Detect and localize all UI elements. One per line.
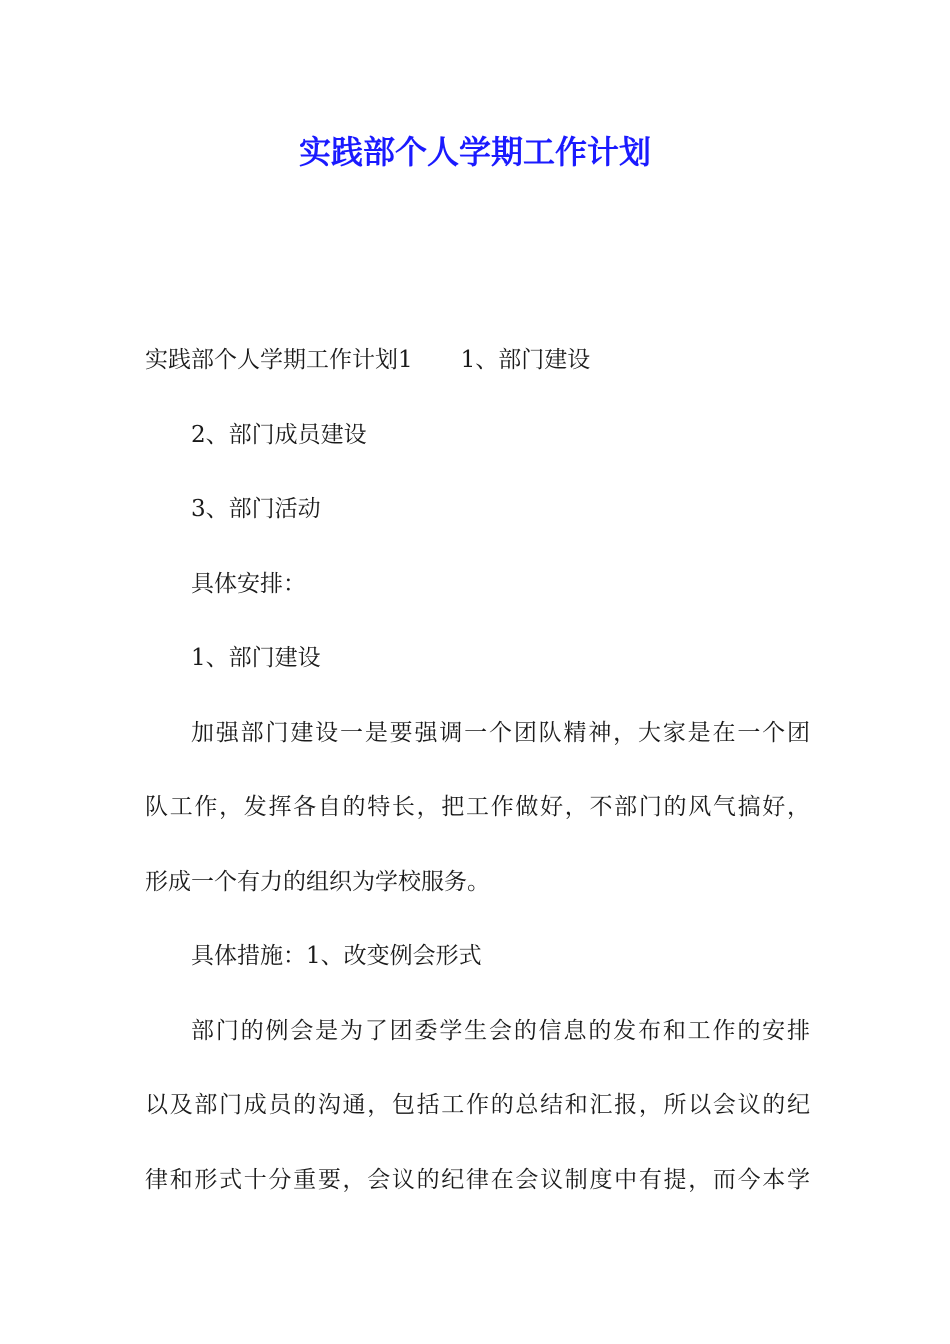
body-line-6: 加强部门建设一是要强调一个团队精神，大家是在一个团 xyxy=(191,719,810,746)
body-line-4: 具体安排： xyxy=(191,570,306,597)
document-body xyxy=(145,338,810,1232)
body-line-5: 1、部门建设 xyxy=(191,645,321,671)
body-line-12: 律和形式十分重要，会议的纪律在会议制度中有提，而今本学 xyxy=(145,1166,810,1193)
item-department-building: 1、部门建设 xyxy=(460,347,591,373)
body-line-7: 队工作，发挥各自的特长，把工作做好，不部门的风气搞好， xyxy=(145,794,810,820)
body-line-8: 形成一个有力的组织为学校服务。 xyxy=(145,868,490,895)
plan-heading: 实践部个人学期工作计划1 xyxy=(145,347,413,373)
body-line-3: 3、部门活动 xyxy=(191,496,321,522)
body-line-11: 以及部门成员的沟通，包括工作的总结和汇报，所以会议的纪 xyxy=(145,1092,810,1118)
body-line-9: 具体措施：1、改变例会形式 xyxy=(191,943,482,969)
body-line-10: 部门的例会是为了团委学生会的信息的发布和工作的安排 xyxy=(191,1017,810,1044)
body-line-1 xyxy=(145,338,810,413)
document-title: 实践部个人学期工作计划 xyxy=(298,133,651,171)
body-line-2: 2、部门成员建设 xyxy=(191,421,367,448)
